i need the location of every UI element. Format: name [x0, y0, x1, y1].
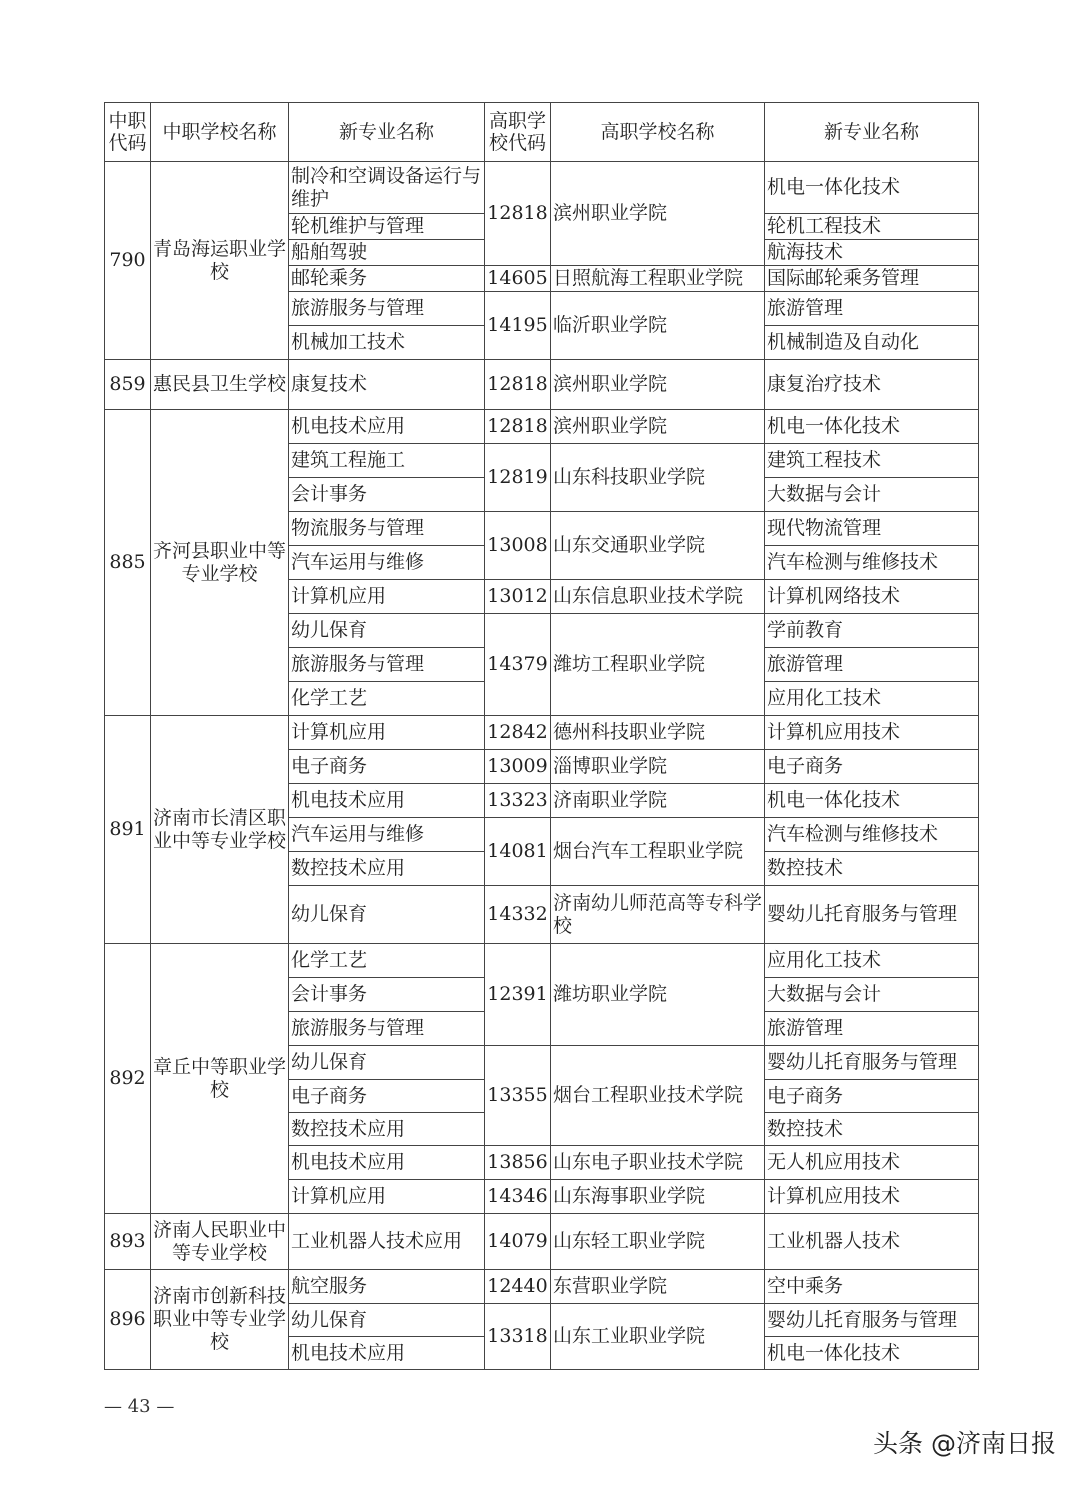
- header-secondary-code: 中职代码: [105, 103, 151, 162]
- higher-new-major-name: 大数据与会计: [765, 478, 979, 512]
- higher-school-name: 临沂职业学院: [551, 292, 765, 360]
- secondary-school-name: 济南市创新科技职业中等专业学校: [151, 1270, 289, 1370]
- watermark: 头条 @济南日报: [873, 1429, 1056, 1458]
- higher-school-code: 12818: [485, 410, 551, 444]
- table-row: [105, 716, 979, 750]
- secondary-school-name: 青岛海运职业学校: [151, 162, 289, 360]
- page-number: — 43 —: [104, 1396, 175, 1417]
- secondary-school-name: 济南市长清区职业中等专业学校: [151, 716, 289, 944]
- higher-school-code: 14081: [485, 818, 551, 886]
- higher-new-major-name: 机械制造及自动化: [765, 326, 979, 360]
- table-row: [105, 944, 979, 978]
- new-major-name: 邮轮乘务: [289, 266, 485, 292]
- table-row: [105, 360, 979, 410]
- higher-school-code: 12842: [485, 716, 551, 750]
- higher-new-major-name: 计算机应用技术: [765, 1180, 979, 1214]
- higher-new-major-name: 大数据与会计: [765, 978, 979, 1012]
- secondary-code: 893: [105, 1214, 151, 1270]
- higher-school-name: 山东交通职业学院: [551, 512, 765, 580]
- higher-school-name: 滨州职业学院: [551, 162, 765, 266]
- secondary-code: 892: [105, 944, 151, 1214]
- higher-school-name: 山东信息职业技术学院: [551, 580, 765, 614]
- enrollment-table: [104, 102, 979, 1370]
- higher-school-code: 13355: [485, 1046, 551, 1146]
- secondary-code: 885: [105, 410, 151, 716]
- new-major-name: 会计事务: [289, 478, 485, 512]
- higher-new-major-name: 机电一体化技术: [765, 1337, 979, 1370]
- higher-school-name: 滨州职业学院: [551, 410, 765, 444]
- new-major-name: 幼儿保育: [289, 614, 485, 648]
- higher-school-name: 济南职业学院: [551, 784, 765, 818]
- higher-new-major-name: 婴幼儿托育服务与管理: [765, 886, 979, 944]
- higher-school-code: 12818: [485, 360, 551, 410]
- higher-school-name: 山东轻工职业学院: [551, 1214, 765, 1270]
- secondary-school-name: 齐河县职业中等专业学校: [151, 410, 289, 716]
- higher-school-code: 13009: [485, 750, 551, 784]
- higher-new-major-name: 工业机器人技术: [765, 1214, 979, 1270]
- higher-new-major-name: 婴幼儿托育服务与管理: [765, 1046, 979, 1080]
- higher-new-major-name: 应用化工技术: [765, 682, 979, 716]
- new-major-name: 计算机应用: [289, 716, 485, 750]
- higher-school-name: 东营职业学院: [551, 1270, 765, 1304]
- table-row: [105, 410, 979, 444]
- higher-new-major-name: 学前教育: [765, 614, 979, 648]
- secondary-code: 790: [105, 162, 151, 360]
- secondary-code: 859: [105, 360, 151, 410]
- secondary-code: 891: [105, 716, 151, 944]
- higher-school-code: 12819: [485, 444, 551, 512]
- new-major-name: 制冷和空调设备运行与维护: [289, 162, 485, 214]
- table-row: [105, 1214, 979, 1270]
- table-row: [105, 162, 979, 214]
- higher-new-major-name: 计算机网络技术: [765, 580, 979, 614]
- secondary-school-name: 章丘中等职业学校: [151, 944, 289, 1214]
- higher-school-name: 烟台工程职业技术学院: [551, 1046, 765, 1146]
- new-major-name: 幼儿保育: [289, 1046, 485, 1080]
- higher-school-name: 山东科技职业学院: [551, 444, 765, 512]
- higher-new-major-name: 航海技术: [765, 240, 979, 266]
- new-major-name: 旅游服务与管理: [289, 648, 485, 682]
- higher-new-major-name: 汽车检测与维修技术: [765, 818, 979, 852]
- table-body: [105, 162, 979, 1370]
- higher-school-name: 淄博职业学院: [551, 750, 765, 784]
- new-major-name: 电子商务: [289, 750, 485, 784]
- new-major-name: 计算机应用: [289, 1180, 485, 1214]
- higher-school-code: 13008: [485, 512, 551, 580]
- higher-school-code: 12391: [485, 944, 551, 1046]
- header-new-major: 新专业名称: [289, 103, 485, 162]
- new-major-name: 航空服务: [289, 1270, 485, 1304]
- new-major-name: 会计事务: [289, 978, 485, 1012]
- new-major-name: 幼儿保育: [289, 1304, 485, 1337]
- new-major-name: 旅游服务与管理: [289, 1012, 485, 1046]
- higher-new-major-name: 轮机工程技术: [765, 214, 979, 240]
- higher-new-major-name: 机电一体化技术: [765, 784, 979, 818]
- secondary-code: 896: [105, 1270, 151, 1370]
- header-new-major-higher: 新专业名称: [765, 103, 979, 162]
- higher-new-major-name: 无人机应用技术: [765, 1146, 979, 1180]
- new-major-name: 旅游服务与管理: [289, 292, 485, 326]
- higher-new-major-name: 康复治疗技术: [765, 360, 979, 410]
- new-major-name: 机电技术应用: [289, 410, 485, 444]
- higher-school-name: 山东工业职业学院: [551, 1304, 765, 1370]
- new-major-name: 化学工艺: [289, 682, 485, 716]
- new-major-name: 船舶驾驶: [289, 240, 485, 266]
- higher-new-major-name: 应用化工技术: [765, 944, 979, 978]
- higher-new-major-name: 国际邮轮乘务管理: [765, 266, 979, 292]
- higher-school-name: 滨州职业学院: [551, 360, 765, 410]
- higher-new-major-name: 旅游管理: [765, 648, 979, 682]
- higher-new-major-name: 机电一体化技术: [765, 410, 979, 444]
- new-major-name: 汽车运用与维修: [289, 818, 485, 852]
- table-header: [105, 103, 979, 162]
- higher-new-major-name: 电子商务: [765, 1080, 979, 1113]
- new-major-name: 机电技术应用: [289, 1337, 485, 1370]
- higher-school-code: 14195: [485, 292, 551, 360]
- higher-new-major-name: 机电一体化技术: [765, 162, 979, 214]
- new-major-name: 计算机应用: [289, 580, 485, 614]
- higher-school-name: 济南幼儿师范高等专科学校: [551, 886, 765, 944]
- higher-school-name: 烟台汽车工程职业学院: [551, 818, 765, 886]
- secondary-school-name: 济南人民职业中等专业学校: [151, 1214, 289, 1270]
- higher-new-major-name: 数控技术: [765, 852, 979, 886]
- higher-school-code: 14605: [485, 266, 551, 292]
- secondary-school-name: 惠民县卫生学校: [151, 360, 289, 410]
- new-major-name: 建筑工程施工: [289, 444, 485, 478]
- higher-school-code: 13323: [485, 784, 551, 818]
- table-row: [105, 1270, 979, 1304]
- higher-school-name: 山东电子职业技术学院: [551, 1146, 765, 1180]
- higher-new-major-name: 数控技术: [765, 1113, 979, 1146]
- new-major-name: 机电技术应用: [289, 1146, 485, 1180]
- higher-school-name: 潍坊工程职业学院: [551, 614, 765, 716]
- new-major-name: 汽车运用与维修: [289, 546, 485, 580]
- higher-school-code: 14346: [485, 1180, 551, 1214]
- higher-school-code: 12818: [485, 162, 551, 266]
- higher-school-code: 13856: [485, 1146, 551, 1180]
- new-major-name: 数控技术应用: [289, 1113, 485, 1146]
- higher-new-major-name: 空中乘务: [765, 1270, 979, 1304]
- higher-new-major-name: 现代物流管理: [765, 512, 979, 546]
- new-major-name: 轮机维护与管理: [289, 214, 485, 240]
- higher-new-major-name: 汽车检测与维修技术: [765, 546, 979, 580]
- higher-school-name: 德州科技职业学院: [551, 716, 765, 750]
- new-major-name: 机械加工技术: [289, 326, 485, 360]
- header-row: [105, 103, 979, 162]
- new-major-name: 幼儿保育: [289, 886, 485, 944]
- higher-school-code: 14379: [485, 614, 551, 716]
- higher-school-name: 日照航海工程职业学院: [551, 266, 765, 292]
- higher-school-code: 13012: [485, 580, 551, 614]
- higher-school-code: 12440: [485, 1270, 551, 1304]
- header-higher-code: 高职学校代码: [485, 103, 551, 162]
- new-major-name: 电子商务: [289, 1080, 485, 1113]
- higher-school-code: 14079: [485, 1214, 551, 1270]
- higher-new-major-name: 电子商务: [765, 750, 979, 784]
- new-major-name: 化学工艺: [289, 944, 485, 978]
- higher-school-code: 14332: [485, 886, 551, 944]
- new-major-name: 工业机器人技术应用: [289, 1214, 485, 1270]
- new-major-name: 物流服务与管理: [289, 512, 485, 546]
- header-secondary-school: 中职学校名称: [151, 103, 289, 162]
- new-major-name: 数控技术应用: [289, 852, 485, 886]
- higher-school-name: 潍坊职业学院: [551, 944, 765, 1046]
- higher-school-code: 13318: [485, 1304, 551, 1370]
- header-higher-school: 高职学校名称: [551, 103, 765, 162]
- higher-new-major-name: 计算机应用技术: [765, 716, 979, 750]
- higher-new-major-name: 建筑工程技术: [765, 444, 979, 478]
- higher-new-major-name: 婴幼儿托育服务与管理: [765, 1304, 979, 1337]
- higher-new-major-name: 旅游管理: [765, 292, 979, 326]
- new-major-name: 康复技术: [289, 360, 485, 410]
- higher-new-major-name: 旅游管理: [765, 1012, 979, 1046]
- higher-school-name: 山东海事职业学院: [551, 1180, 765, 1214]
- new-major-name: 机电技术应用: [289, 784, 485, 818]
